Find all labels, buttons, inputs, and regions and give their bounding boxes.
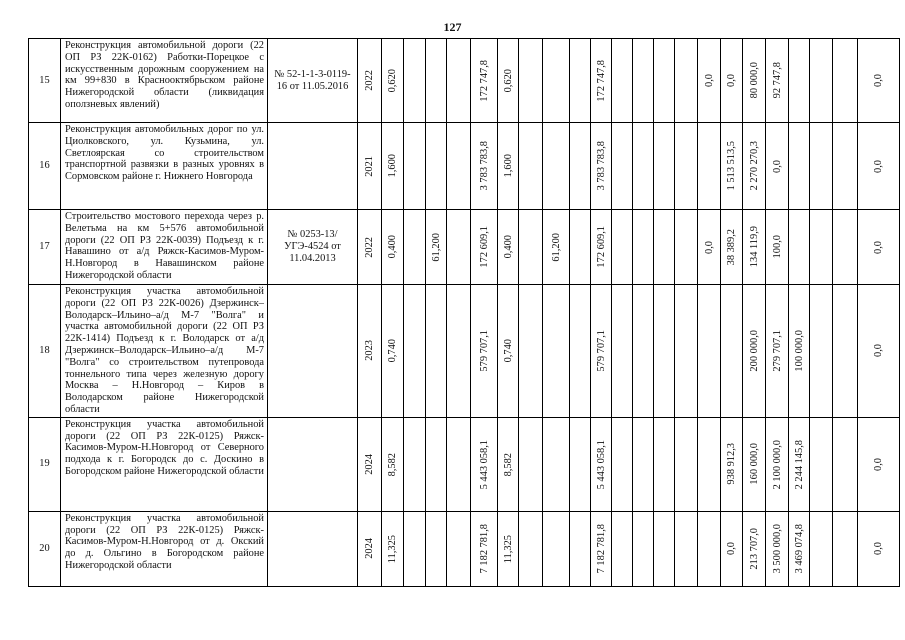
bridge-length-m-2-cell [543,417,570,511]
estimated-cost-cell [471,285,498,418]
estimated-cost-2-value: 5 443 058,1 [595,439,607,489]
remaining-amount-cell [858,210,900,285]
length-km-2-value: 11,325 [502,534,514,563]
amount-col-22-value: 0,0 [771,159,783,173]
bridge-length-m-cell [426,123,447,210]
amount-col-20-value: 38 389,2 [726,228,737,266]
bridge-length-m-2-cell [543,39,570,123]
remaining-amount-cell [858,285,900,418]
commissioning-year-cell [358,417,382,511]
expertise-conclusion-cell: № 52-1-1-3-0119-16 от 11.05.2016 [268,39,358,123]
amount-col-22-value: 279 707,1 [771,330,783,372]
amount-col-17-cell [654,210,675,285]
remaining-amount-value: 0,0 [873,240,884,254]
empty-col-13-cell [570,123,591,210]
empty-col-13-cell [570,285,591,418]
estimated-cost-2-value: 172 747,8 [595,59,607,102]
empty-col-6-cell [404,417,426,511]
estimated-cost-value: 172 747,8 [478,59,490,102]
amount-col-22-cell [766,210,789,285]
row-number-cell: 17 [29,210,61,285]
length-km-2-value: 8,582 [502,452,514,476]
bridge-length-m-cell [426,511,447,586]
amount-col-21-cell [743,39,766,123]
expertise-conclusion-cell [268,285,358,418]
amount-col-21-cell [743,417,766,511]
estimated-cost-2-cell [591,511,612,586]
expertise-conclusion-cell: № 0253-13/УГЭ-4524 от 11.04.2013 [268,210,358,285]
length-km-2-cell [498,210,519,285]
amount-col-17-cell [654,511,675,586]
amount-col-23-cell [789,39,810,123]
amount-col-22-cell [766,285,789,418]
length-km-cell [382,39,404,123]
estimated-cost-2-cell [591,285,612,418]
row-number-cell: 16 [29,123,61,210]
table-row [29,39,900,123]
commissioning-year-cell [358,511,382,586]
amount-col-21-cell [743,511,766,586]
empty-col-8-cell [447,39,471,123]
amount-col-21-value: 80 000,0 [748,62,760,99]
commissioning-year-value: 2022 [364,236,375,258]
length-km-2-value: 1,600 [502,154,514,178]
amount-col-23-value: 3 469 074,8 [793,524,805,574]
amount-col-19-cell [698,123,721,210]
amount-col-24-cell [810,285,833,418]
length-km-2-cell [498,285,519,418]
length-km-value: 0,620 [387,68,398,93]
empty-col-11-cell [519,285,543,418]
amount-col-19-value: 0,0 [703,240,715,254]
length-km-2-cell [498,511,519,586]
table-row [29,417,900,511]
estimated-cost-value: 172 609,1 [478,226,490,268]
amount-col-18-cell [675,210,698,285]
amount-col-23-value: 2 244 145,8 [793,439,805,489]
remaining-amount-value: 0,0 [873,542,884,556]
bridge-length-m-cell [426,417,447,511]
empty-col-6-cell [404,210,426,285]
amount-col-19-cell [698,417,721,511]
amount-col-20-value: 0,0 [726,74,737,87]
amount-col-19-value: 0,0 [703,74,715,87]
length-km-value: 1,600 [387,154,398,178]
empty-col-8-cell [447,123,471,210]
amount-col-18-cell [675,39,698,123]
table-row [29,285,900,418]
estimated-cost-cell [471,210,498,285]
empty-col-8-cell [447,285,471,418]
amount-col-15-cell [612,511,633,586]
commissioning-year-value: 2024 [364,453,375,475]
bridge-length-m-2-value: 61,200 [550,232,562,262]
expertise-conclusion-cell [268,417,358,511]
amount-col-21-cell [743,123,766,210]
amount-col-20-cell [721,417,743,511]
amount-col-19-cell [698,511,721,586]
amount-col-16-cell [633,123,654,210]
empty-col-8-cell [447,210,471,285]
amount-col-22-cell [766,123,789,210]
amount-col-15-cell [612,285,633,418]
estimated-cost-cell [471,417,498,511]
length-km-cell [382,285,404,418]
amount-col-20-value: 938 912,3 [726,443,737,486]
empty-col-6-cell [404,285,426,418]
amount-col-17-cell [654,39,675,123]
remaining-amount-cell [858,417,900,511]
amount-col-16-cell [633,511,654,586]
amount-col-22-value: 3 500 000,0 [771,524,783,574]
remaining-amount-value: 0,0 [873,159,884,173]
bridge-length-m-value: 61,200 [430,232,442,262]
amount-col-21-value: 160 000,0 [748,443,760,486]
construction-objects-table [28,38,900,587]
amount-col-23-cell [789,285,810,418]
empty-col-6-cell [404,511,426,586]
amount-col-15-cell [612,417,633,511]
length-km-2-cell [498,417,519,511]
empty-col-11-cell [519,511,543,586]
amount-col-20-cell [721,39,743,123]
length-km-2-value: 0,620 [502,68,514,93]
empty-col-25-cell [833,511,858,586]
object-name-cell: Строительство мостового перехода через р. Велетьма на км 5+576 автомобильной дороги (22 ОП РЗ 22К-0039) Подъезд к г. Навашино от а/д Ряжск-Касимов-Муром-Н.Новгород в Навашинском районе Нижегородской области [61,210,268,285]
estimated-cost-2-cell [591,210,612,285]
amount-col-22-value: 100,0 [771,235,783,259]
amount-col-16-cell [633,417,654,511]
amount-col-19-cell [698,39,721,123]
estimated-cost-cell [471,39,498,123]
remaining-amount-cell [858,123,900,210]
length-km-2-cell [498,123,519,210]
empty-col-25-cell [833,417,858,511]
commissioning-year-value: 2021 [364,155,375,177]
amount-col-21-value: 200 000,0 [748,330,760,372]
amount-col-18-cell [675,511,698,586]
empty-col-25-cell [833,39,858,123]
empty-col-8-cell [447,511,471,586]
estimated-cost-2-value: 3 783 783,8 [595,141,607,191]
estimated-cost-2-value: 172 609,1 [595,226,607,268]
bridge-length-m-cell [426,285,447,418]
amount-col-24-cell [810,417,833,511]
row-number-cell: 15 [29,39,61,123]
commissioning-year-cell [358,285,382,418]
bridge-length-m-2-cell [543,210,570,285]
amount-col-17-cell [654,285,675,418]
length-km-2-value: 0,400 [502,235,514,259]
amount-col-23-cell [789,417,810,511]
amount-col-17-cell [654,123,675,210]
bridge-length-m-cell [426,210,447,285]
amount-col-20-value: 1 513 513,5 [726,141,737,191]
amount-col-23-value: 100 000,0 [793,330,805,372]
row-number-cell: 20 [29,511,61,586]
amount-col-23-cell [789,210,810,285]
estimated-cost-cell [471,511,498,586]
amount-col-22-cell [766,39,789,123]
empty-col-13-cell [570,210,591,285]
amount-col-16-cell [633,39,654,123]
amount-col-18-cell [675,285,698,418]
empty-col-13-cell [570,417,591,511]
amount-col-24-cell [810,39,833,123]
commissioning-year-value: 2023 [364,340,375,362]
commissioning-year-value: 2024 [364,538,375,560]
remaining-amount-cell [858,39,900,123]
estimated-cost-value: 579 707,1 [478,330,490,372]
length-km-value: 8,582 [387,452,398,476]
empty-col-25-cell [833,123,858,210]
amount-col-16-cell [633,210,654,285]
empty-col-11-cell [519,123,543,210]
amount-col-21-cell [743,210,766,285]
amount-col-15-cell [612,123,633,210]
amount-col-22-value: 92 747,8 [771,62,783,99]
amount-col-22-cell [766,511,789,586]
length-km-cell [382,417,404,511]
amount-col-17-cell [654,417,675,511]
empty-col-13-cell [570,511,591,586]
amount-col-21-cell [743,285,766,418]
empty-col-25-cell [833,285,858,418]
remaining-amount-value: 0,0 [873,457,884,471]
page-number: 127 [443,20,462,34]
remaining-amount-cell [858,511,900,586]
object-name-cell: Реконструкция автомобильных дорог по ул. Циолковского, ул. Кузьмина, ул. Светлоярская со строительством транспортной развязки в разных уровнях в Сормовском районе г. Нижнего Новгорода [61,123,268,210]
amount-col-21-value: 2 270 270,3 [748,141,760,191]
amount-col-21-value: 134 119,9 [748,226,760,268]
empty-col-13-cell [570,39,591,123]
empty-col-25-cell [833,210,858,285]
empty-col-6-cell [404,39,426,123]
commissioning-year-cell [358,123,382,210]
bridge-length-m-2-cell [543,285,570,418]
amount-col-24-cell [810,511,833,586]
empty-col-11-cell [519,39,543,123]
empty-col-6-cell [404,123,426,210]
empty-col-8-cell [447,417,471,511]
estimated-cost-value: 5 443 058,1 [478,439,490,489]
object-name-cell: Реконструкция участка автомобильной дороги (22 ОП РЗ 22К-0026) Дзержинск–Володарск–Ильино–а/д М-7 "Волга" и участка автомобильной дороги (22 ОП РЗ 22К-1414) Подъезд к г. Володарск от а/д Дзержинск–Володарск–Ильино–а/д М-7 "Волга" со строительством путепровода тоннельного типа через железную дорогу Москва – Н.Новгород – Киров в Володарском районе Нижегородской области [61,285,268,418]
object-name-cell: Реконструкция участка автомобильной дороги (22 ОП РЗ 22К-0125) Ряжск-Касимов-Муром-Н.Новгород от Северного подхода к г. Богородск до с. Доскино в Богородском районе Нижегородской области [61,417,268,511]
bridge-length-m-2-cell [543,511,570,586]
empty-col-11-cell [519,417,543,511]
estimated-cost-2-cell [591,39,612,123]
length-km-cell [382,511,404,586]
table-row [29,210,900,285]
estimated-cost-2-cell [591,123,612,210]
empty-col-11-cell [519,210,543,285]
commissioning-year-value: 2022 [364,70,375,91]
commissioning-year-cell [358,39,382,123]
amount-col-24-cell [810,123,833,210]
remaining-amount-value: 0,0 [873,344,884,358]
amount-col-23-cell [789,123,810,210]
amount-col-15-cell [612,210,633,285]
amount-col-20-cell [721,511,743,586]
table-row [29,123,900,210]
length-km-value: 0,400 [387,235,398,259]
object-name-cell: Реконструкция автомобильной дороги (22 ОП РЗ 22К-0162) Работки-Порецкое с искусственным дорожным сооружением на км 99+830 в Краснооктябрьском районе Нижегородской области (ликвидация оползневых явлений) [61,39,268,123]
estimated-cost-value: 7 182 781,8 [478,524,490,574]
row-number-cell: 18 [29,285,61,418]
amount-col-24-cell [810,210,833,285]
length-km-value: 11,325 [387,534,398,563]
estimated-cost-value: 3 783 783,8 [478,141,490,191]
table-row [29,511,900,586]
amount-col-18-cell [675,417,698,511]
bridge-length-m-cell [426,39,447,123]
amount-col-21-value: 213 707,0 [748,527,760,570]
length-km-2-cell [498,39,519,123]
commissioning-year-cell [358,210,382,285]
amount-col-19-cell [698,210,721,285]
row-number-cell: 19 [29,417,61,511]
bridge-length-m-2-cell [543,123,570,210]
amount-col-20-cell [721,285,743,418]
estimated-cost-2-cell [591,417,612,511]
amount-col-19-cell [698,285,721,418]
expertise-conclusion-cell [268,511,358,586]
amount-col-22-cell [766,417,789,511]
expertise-conclusion-cell [268,123,358,210]
amount-col-15-cell [612,39,633,123]
amount-col-20-value: 0,0 [726,542,737,556]
amount-col-16-cell [633,285,654,418]
length-km-value: 0,740 [387,339,398,363]
remaining-amount-value: 0,0 [873,74,884,87]
length-km-cell [382,123,404,210]
length-km-2-value: 0,740 [502,339,514,363]
estimated-cost-2-value: 579 707,1 [595,330,607,372]
amount-col-23-cell [789,511,810,586]
estimated-cost-2-value: 7 182 781,8 [595,524,607,574]
length-km-cell [382,210,404,285]
amount-col-20-cell [721,210,743,285]
estimated-cost-cell [471,123,498,210]
amount-col-18-cell [675,123,698,210]
amount-col-22-value: 2 100 000,0 [771,439,783,489]
object-name-cell: Реконструкция участка автомобильной дороги (22 ОП РЗ 22К-0125) Ряжск-Касимов-Муром-Н.Новгород от д. Окский до д. Ольгино в Богородском районе Нижегородской области [61,511,268,586]
amount-col-20-cell [721,123,743,210]
